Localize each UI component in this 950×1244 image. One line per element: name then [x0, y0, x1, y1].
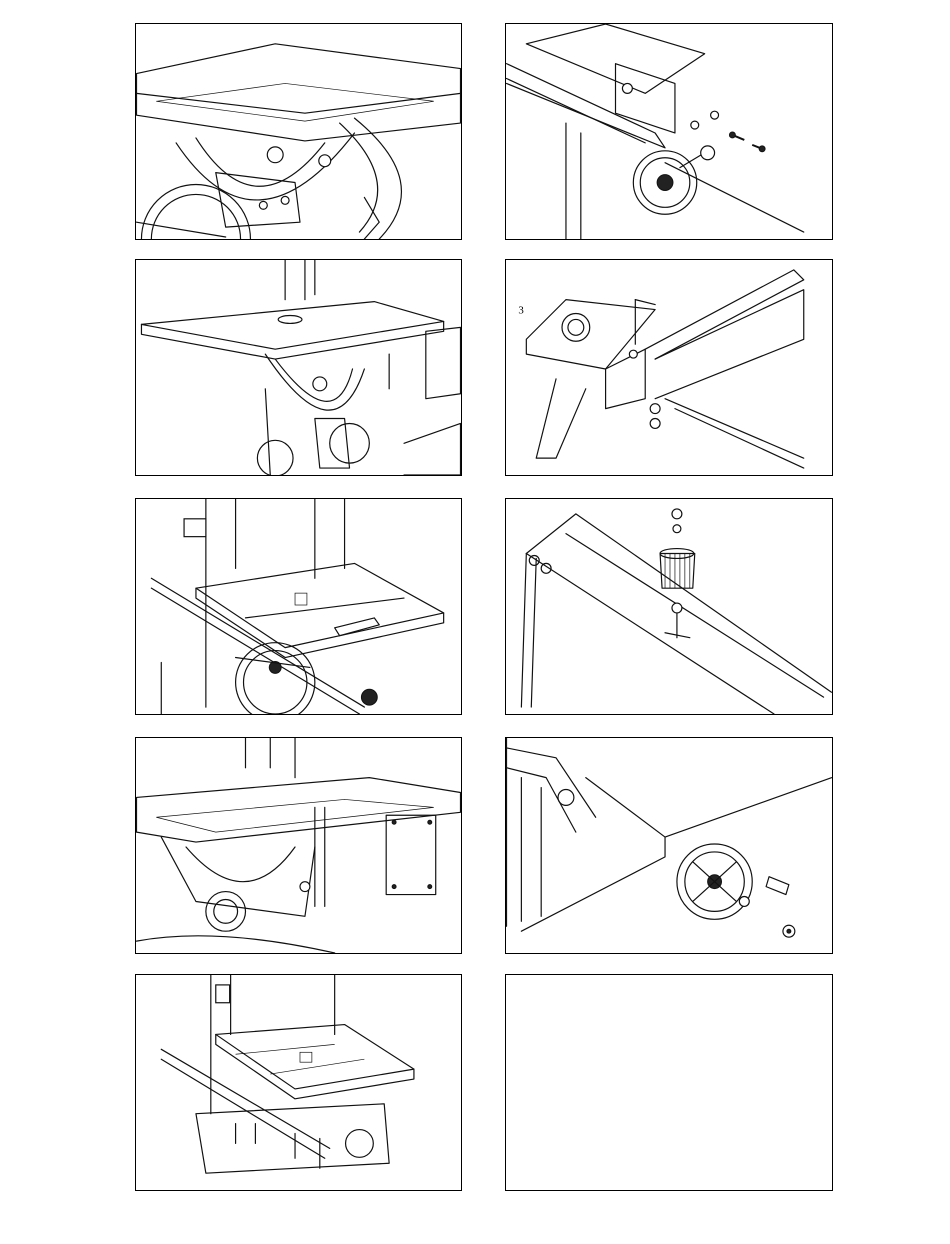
figure-panel-8 [505, 737, 833, 954]
figure-panel-9 [135, 974, 462, 1191]
figure-panel-4 [505, 259, 833, 476]
figure-panel-2 [505, 23, 833, 240]
saw-table-illustration [136, 260, 461, 475]
figure-panel-1 [135, 23, 462, 240]
figure-panel-6 [505, 498, 833, 715]
figure-panel-5 [135, 498, 462, 715]
figure-panel-10-empty [505, 974, 833, 1191]
figure-panel-7 [135, 737, 462, 954]
callout-label: 3 [518, 304, 524, 317]
fence-guide-illustration [506, 260, 832, 475]
table-pin-illustration [506, 499, 832, 714]
handwheel-illustration [506, 738, 832, 953]
rip-fence-illustration [136, 499, 461, 714]
fence-bolts-illustration [136, 975, 461, 1190]
fence-rail-illustration [506, 24, 832, 239]
figure-panel-3 [135, 259, 462, 476]
table-underside-illustration [136, 738, 461, 953]
trunnion-illustration [136, 24, 461, 239]
